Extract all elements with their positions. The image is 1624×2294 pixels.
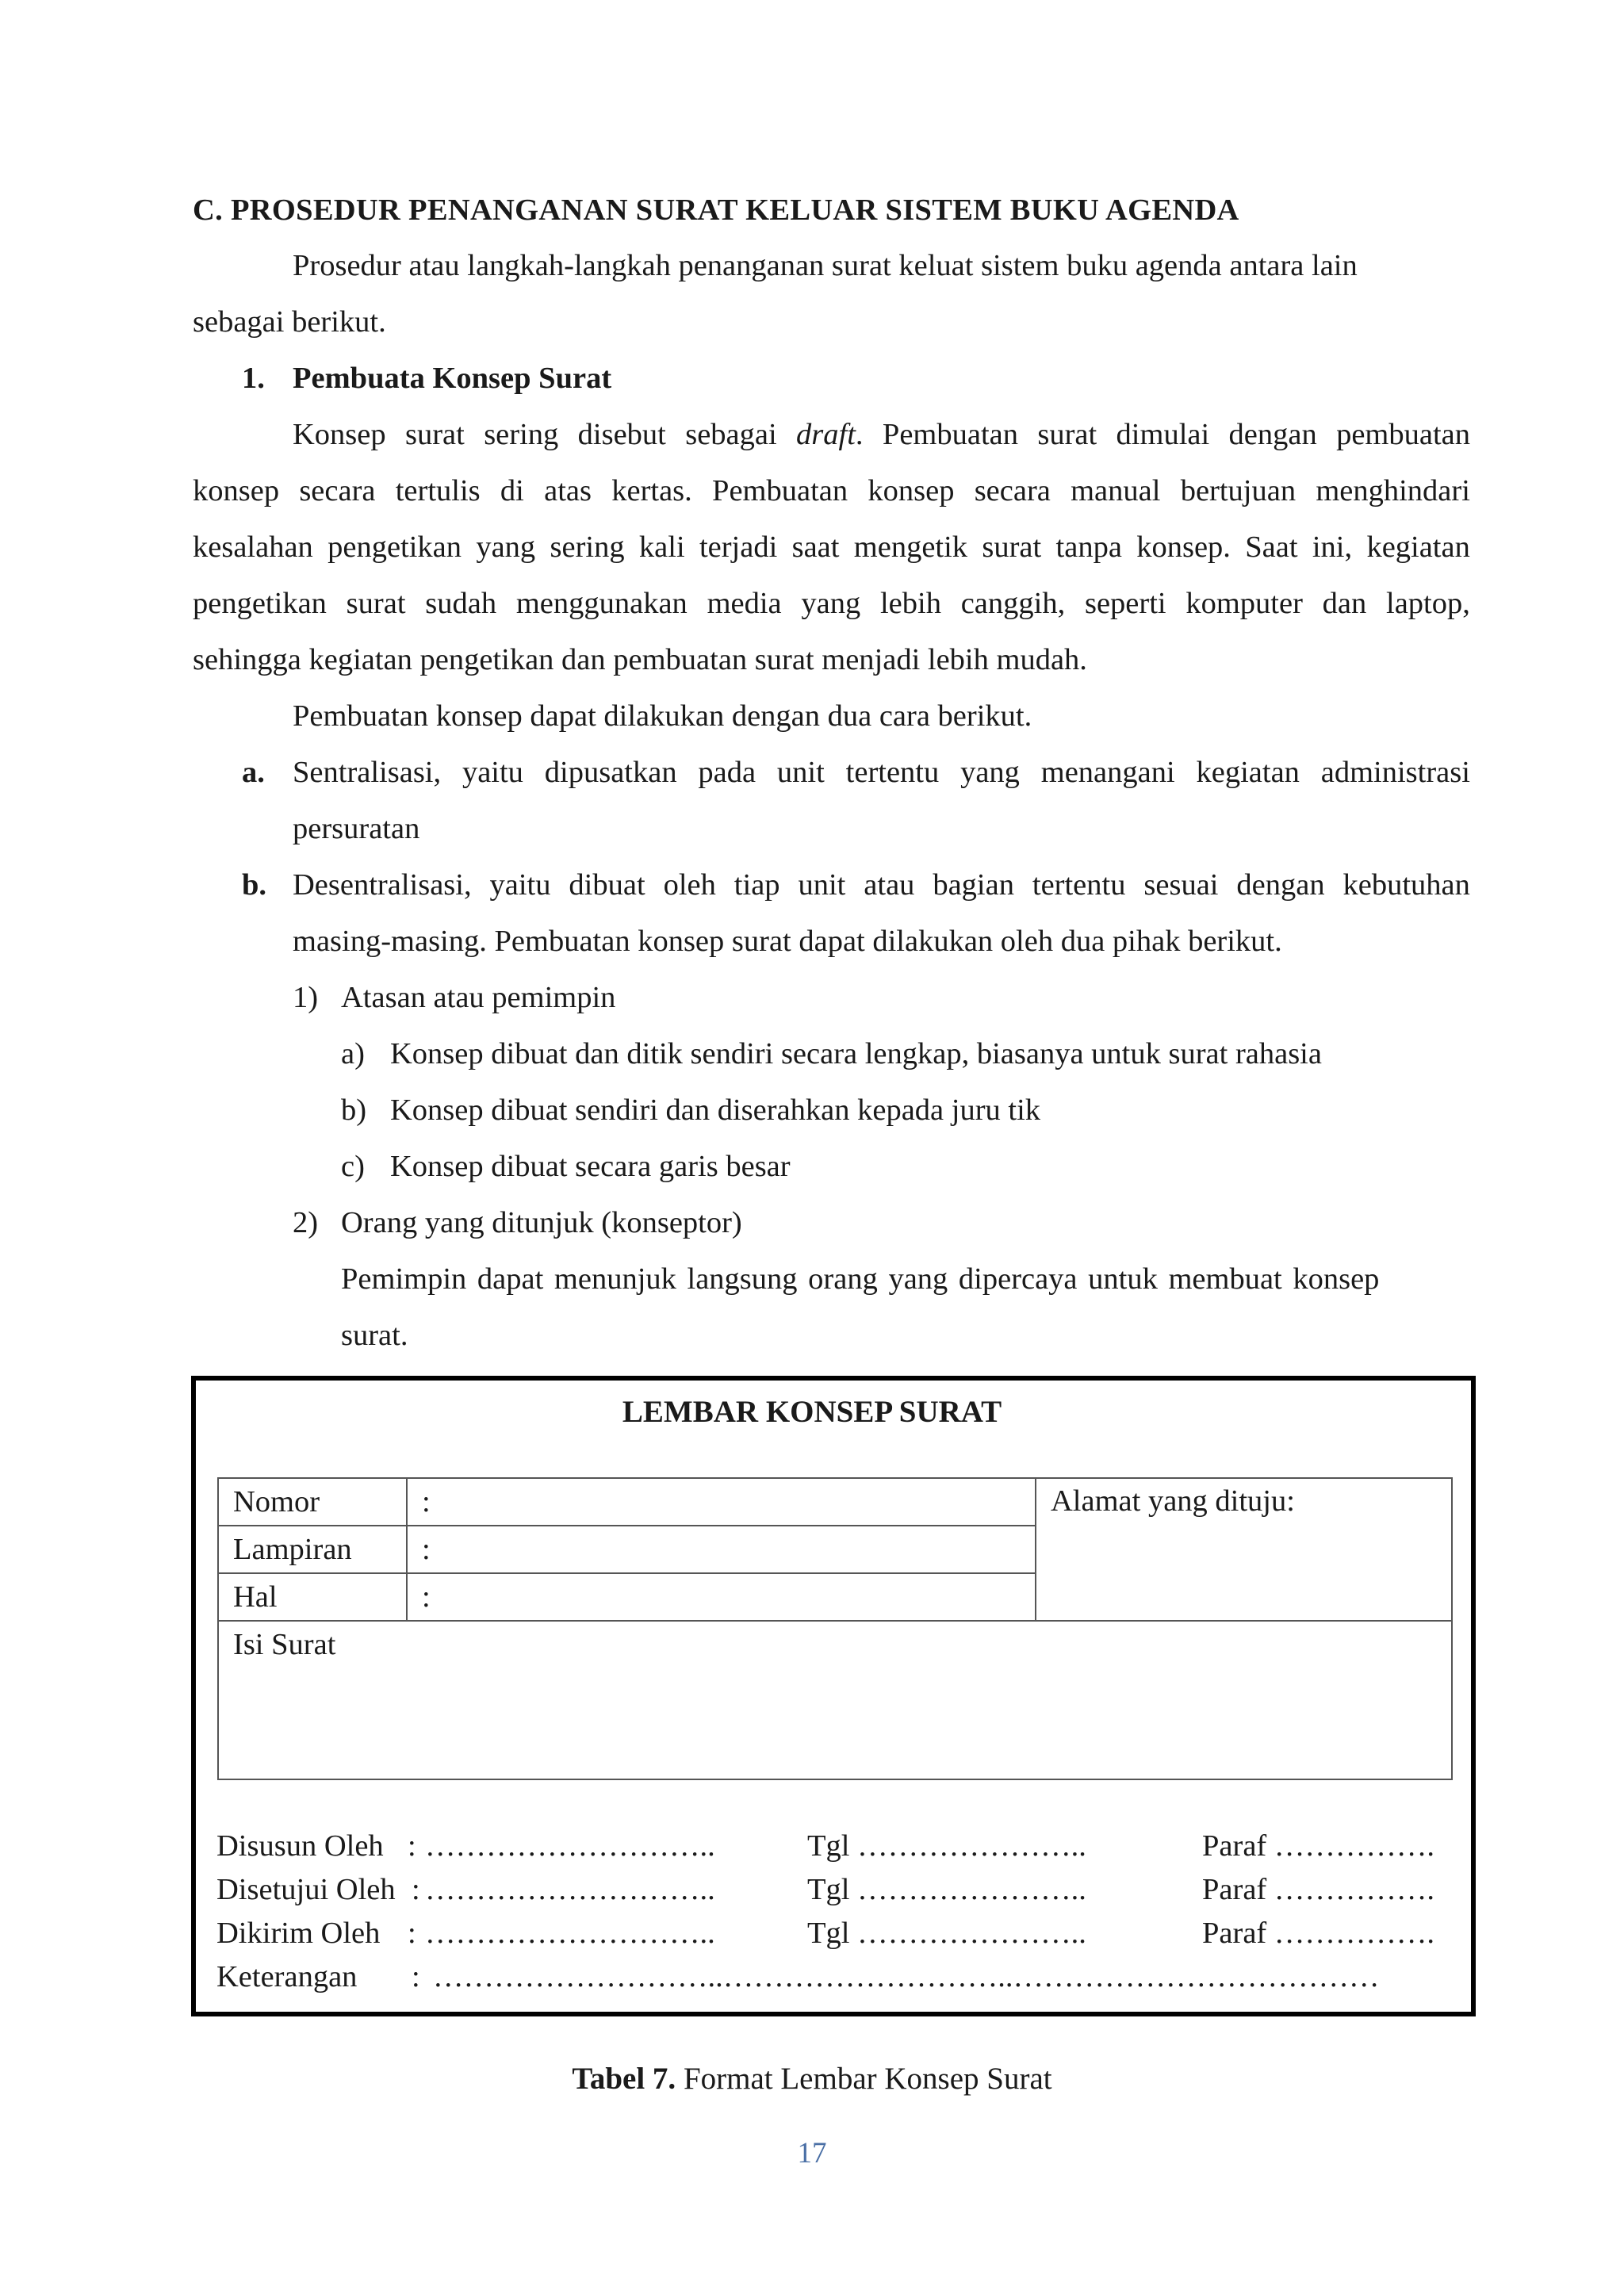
table-caption bbox=[0, 2061, 1624, 2097]
alamat-cell: Alamat yang dituju: bbox=[1036, 1478, 1452, 1621]
word: surat bbox=[982, 530, 1042, 564]
word: menggunakan bbox=[515, 587, 688, 620]
sig-label: Disusun Oleh bbox=[216, 1829, 384, 1863]
word: sering bbox=[550, 530, 625, 564]
isi-surat-cell: Isi Surat bbox=[218, 1621, 1452, 1779]
word: unit bbox=[798, 868, 846, 902]
word: sesuai bbox=[1143, 868, 1219, 902]
word: dibuat bbox=[569, 868, 645, 902]
numbered-item-2-desc: Pemimpin dapat menunjuk langsung orang yang dipercaya untuk membuat konsep bbox=[341, 1262, 1380, 1296]
subsection-title: Pembuata Konsep Surat bbox=[293, 362, 612, 395]
sub-item-a: Konsep dibuat dan ditik sendiri secara lengkap, biasanya untuk surat rahasia bbox=[390, 1037, 1322, 1070]
word: kegiatan bbox=[1196, 756, 1300, 789]
word: atas bbox=[544, 474, 592, 507]
paragraph-line bbox=[193, 588, 1470, 619]
word: konsep. bbox=[1136, 530, 1231, 564]
caption-label: Tabel 7. bbox=[572, 2062, 676, 2096]
sub-label-a: a) bbox=[341, 1037, 365, 1070]
word: dan bbox=[1322, 587, 1367, 620]
numbered-label-1: 1) bbox=[293, 981, 319, 1014]
subsection-number: 1. bbox=[242, 362, 265, 395]
word: konsep bbox=[193, 474, 280, 507]
sig-label: Disetujui Oleh bbox=[216, 1873, 396, 1906]
word: komputer bbox=[1185, 587, 1303, 620]
paragraph-line bbox=[293, 419, 1470, 450]
word: media bbox=[707, 587, 782, 620]
word: Pembuatan bbox=[882, 418, 1018, 451]
page-number: 17 bbox=[797, 2137, 827, 2170]
list-label-b: b. bbox=[242, 868, 267, 902]
nomor-label: Nomor bbox=[218, 1478, 407, 1526]
word: yang bbox=[801, 587, 861, 620]
word: sebagai bbox=[685, 418, 777, 451]
sub-item-c: Konsep dibuat secara garis besar bbox=[390, 1150, 791, 1183]
word: kegiatan bbox=[1366, 530, 1470, 564]
sig-tgl: Tgl ………………….. bbox=[807, 1829, 1086, 1863]
numbered-item-1: Atasan atau pemimpin bbox=[341, 981, 616, 1014]
word: kesalahan bbox=[193, 530, 313, 564]
list-item-a-line: persuratan bbox=[293, 812, 420, 845]
sig-dots: ……………………….. bbox=[425, 1873, 715, 1906]
word: seperti bbox=[1084, 587, 1166, 620]
word: saat bbox=[791, 530, 840, 564]
word: pada bbox=[698, 756, 756, 789]
sub-item-b: Konsep dibuat sendiri dan diserahkan kepada juru tik bbox=[390, 1093, 1041, 1127]
word: disebut bbox=[577, 418, 666, 451]
list-item-a-line bbox=[293, 757, 1470, 788]
sig-paraf: Paraf ……………. bbox=[1202, 1917, 1434, 1950]
list-item-b-line: masing-masing. Pembuatan konsep surat dapat dilakukan oleh dua pihak berikut. bbox=[293, 925, 1282, 958]
sig-tgl: Tgl ………………….. bbox=[807, 1917, 1086, 1950]
nomor-value: : bbox=[407, 1478, 1036, 1526]
word: tertentu bbox=[845, 756, 940, 789]
word: canggih, bbox=[960, 587, 1066, 620]
word: bagian bbox=[933, 868, 1014, 902]
word: yang bbox=[476, 530, 536, 564]
word: oleh bbox=[663, 868, 716, 902]
word: sudah bbox=[425, 587, 497, 620]
word: dengan bbox=[1228, 418, 1317, 451]
word: pengetikan bbox=[327, 530, 462, 564]
word: laptop, bbox=[1386, 587, 1470, 620]
word: sering bbox=[484, 418, 559, 451]
word: Saat bbox=[1245, 530, 1298, 564]
keterangan-dots: ………………………..………………………..……………………………… bbox=[433, 1960, 1380, 1993]
sig-tgl: Tgl ………………….. bbox=[807, 1873, 1086, 1906]
word: mengetik bbox=[853, 530, 968, 564]
lampiran-value: : bbox=[407, 1526, 1036, 1573]
paragraph-line bbox=[193, 532, 1470, 563]
sig-colon: : bbox=[412, 1873, 420, 1906]
word: pembuatan bbox=[1336, 418, 1470, 451]
paragraph-line: Pembuatan konsep dapat dilakukan dengan dua cara berikut. bbox=[293, 699, 1032, 733]
word: tiap bbox=[733, 868, 780, 902]
sub-label-c: c) bbox=[341, 1150, 365, 1183]
numbered-item-2: Orang yang ditunjuk (konseptor) bbox=[341, 1206, 742, 1239]
word: yaitu bbox=[462, 756, 523, 789]
word: terjadi bbox=[699, 530, 778, 564]
word: pengetikan bbox=[193, 587, 327, 620]
word: Desentralisasi, bbox=[293, 868, 472, 902]
list-item-b-line bbox=[293, 870, 1470, 901]
caption-text: Format Lembar Konsep Surat bbox=[676, 2062, 1052, 2096]
word: administrasi bbox=[1320, 756, 1470, 789]
word: draft. bbox=[796, 418, 864, 451]
word: secara bbox=[299, 474, 376, 507]
numbered-item-2-desc: surat. bbox=[341, 1319, 408, 1352]
form-title: LEMBAR KONSEP SURAT bbox=[622, 1395, 1002, 1429]
sig-colon: : bbox=[408, 1829, 416, 1863]
word: tertentu bbox=[1032, 868, 1126, 902]
word: kebutuhan bbox=[1342, 868, 1470, 902]
keterangan-colon: : bbox=[412, 1960, 420, 1993]
word: kali bbox=[638, 530, 685, 564]
word: Pembuatan bbox=[712, 474, 848, 507]
numbered-label-2: 2) bbox=[293, 1206, 319, 1239]
word: atau bbox=[864, 868, 915, 902]
word: yang bbox=[960, 756, 1020, 789]
word: surat bbox=[346, 587, 406, 620]
intro-line-1: Prosedur atau langkah-langkah penanganan surat keluat sistem buku agenda antara lain bbox=[293, 249, 1358, 282]
word: kertas. bbox=[611, 474, 692, 507]
word: dengan bbox=[1236, 868, 1325, 902]
keterangan-label: Keterangan bbox=[216, 1960, 358, 1993]
sig-colon: : bbox=[408, 1917, 416, 1950]
sub-label-b: b) bbox=[341, 1093, 367, 1127]
word: Konsep bbox=[293, 418, 386, 451]
sig-dots: ……………………….. bbox=[425, 1829, 715, 1863]
intro-line-2: sebagai berikut. bbox=[193, 305, 386, 339]
word: tanpa bbox=[1055, 530, 1122, 564]
word: secara bbox=[974, 474, 1051, 507]
word: dimulai bbox=[1116, 418, 1210, 451]
lampiran-label: Lampiran bbox=[218, 1526, 407, 1573]
paragraph-line: sehingga kegiatan pengetikan dan pembuatan surat menjadi lebih mudah. bbox=[193, 643, 1087, 676]
sig-label: Dikirim Oleh bbox=[216, 1917, 381, 1950]
word: bertujuan bbox=[1180, 474, 1297, 507]
word: ini, bbox=[1312, 530, 1353, 564]
hal-label: Hal bbox=[218, 1573, 407, 1621]
word: yaitu bbox=[489, 868, 551, 902]
word: di bbox=[500, 474, 524, 507]
form-header-table bbox=[217, 1477, 1453, 1780]
word: surat bbox=[404, 418, 465, 451]
paragraph-line bbox=[193, 476, 1470, 507]
list-label-a: a. bbox=[242, 756, 265, 789]
word: menangani bbox=[1040, 756, 1175, 789]
sig-paraf: Paraf ……………. bbox=[1202, 1829, 1434, 1863]
section-title: C. PROSEDUR PENANGANAN SURAT KELUAR SISTEM BUKU AGENDA bbox=[193, 193, 1239, 227]
word: unit bbox=[776, 756, 825, 789]
word: surat bbox=[1037, 418, 1097, 451]
word: dipusatkan bbox=[544, 756, 677, 789]
sig-paraf: Paraf ……………. bbox=[1202, 1873, 1434, 1906]
word: tertulis bbox=[395, 474, 481, 507]
hal-value: : bbox=[407, 1573, 1036, 1621]
sig-dots: ……………………….. bbox=[425, 1917, 715, 1950]
word: menghindari bbox=[1316, 474, 1470, 507]
word: konsep bbox=[868, 474, 955, 507]
word: manual bbox=[1071, 474, 1161, 507]
word: Sentralisasi, bbox=[293, 756, 442, 789]
word: lebih bbox=[879, 587, 941, 620]
